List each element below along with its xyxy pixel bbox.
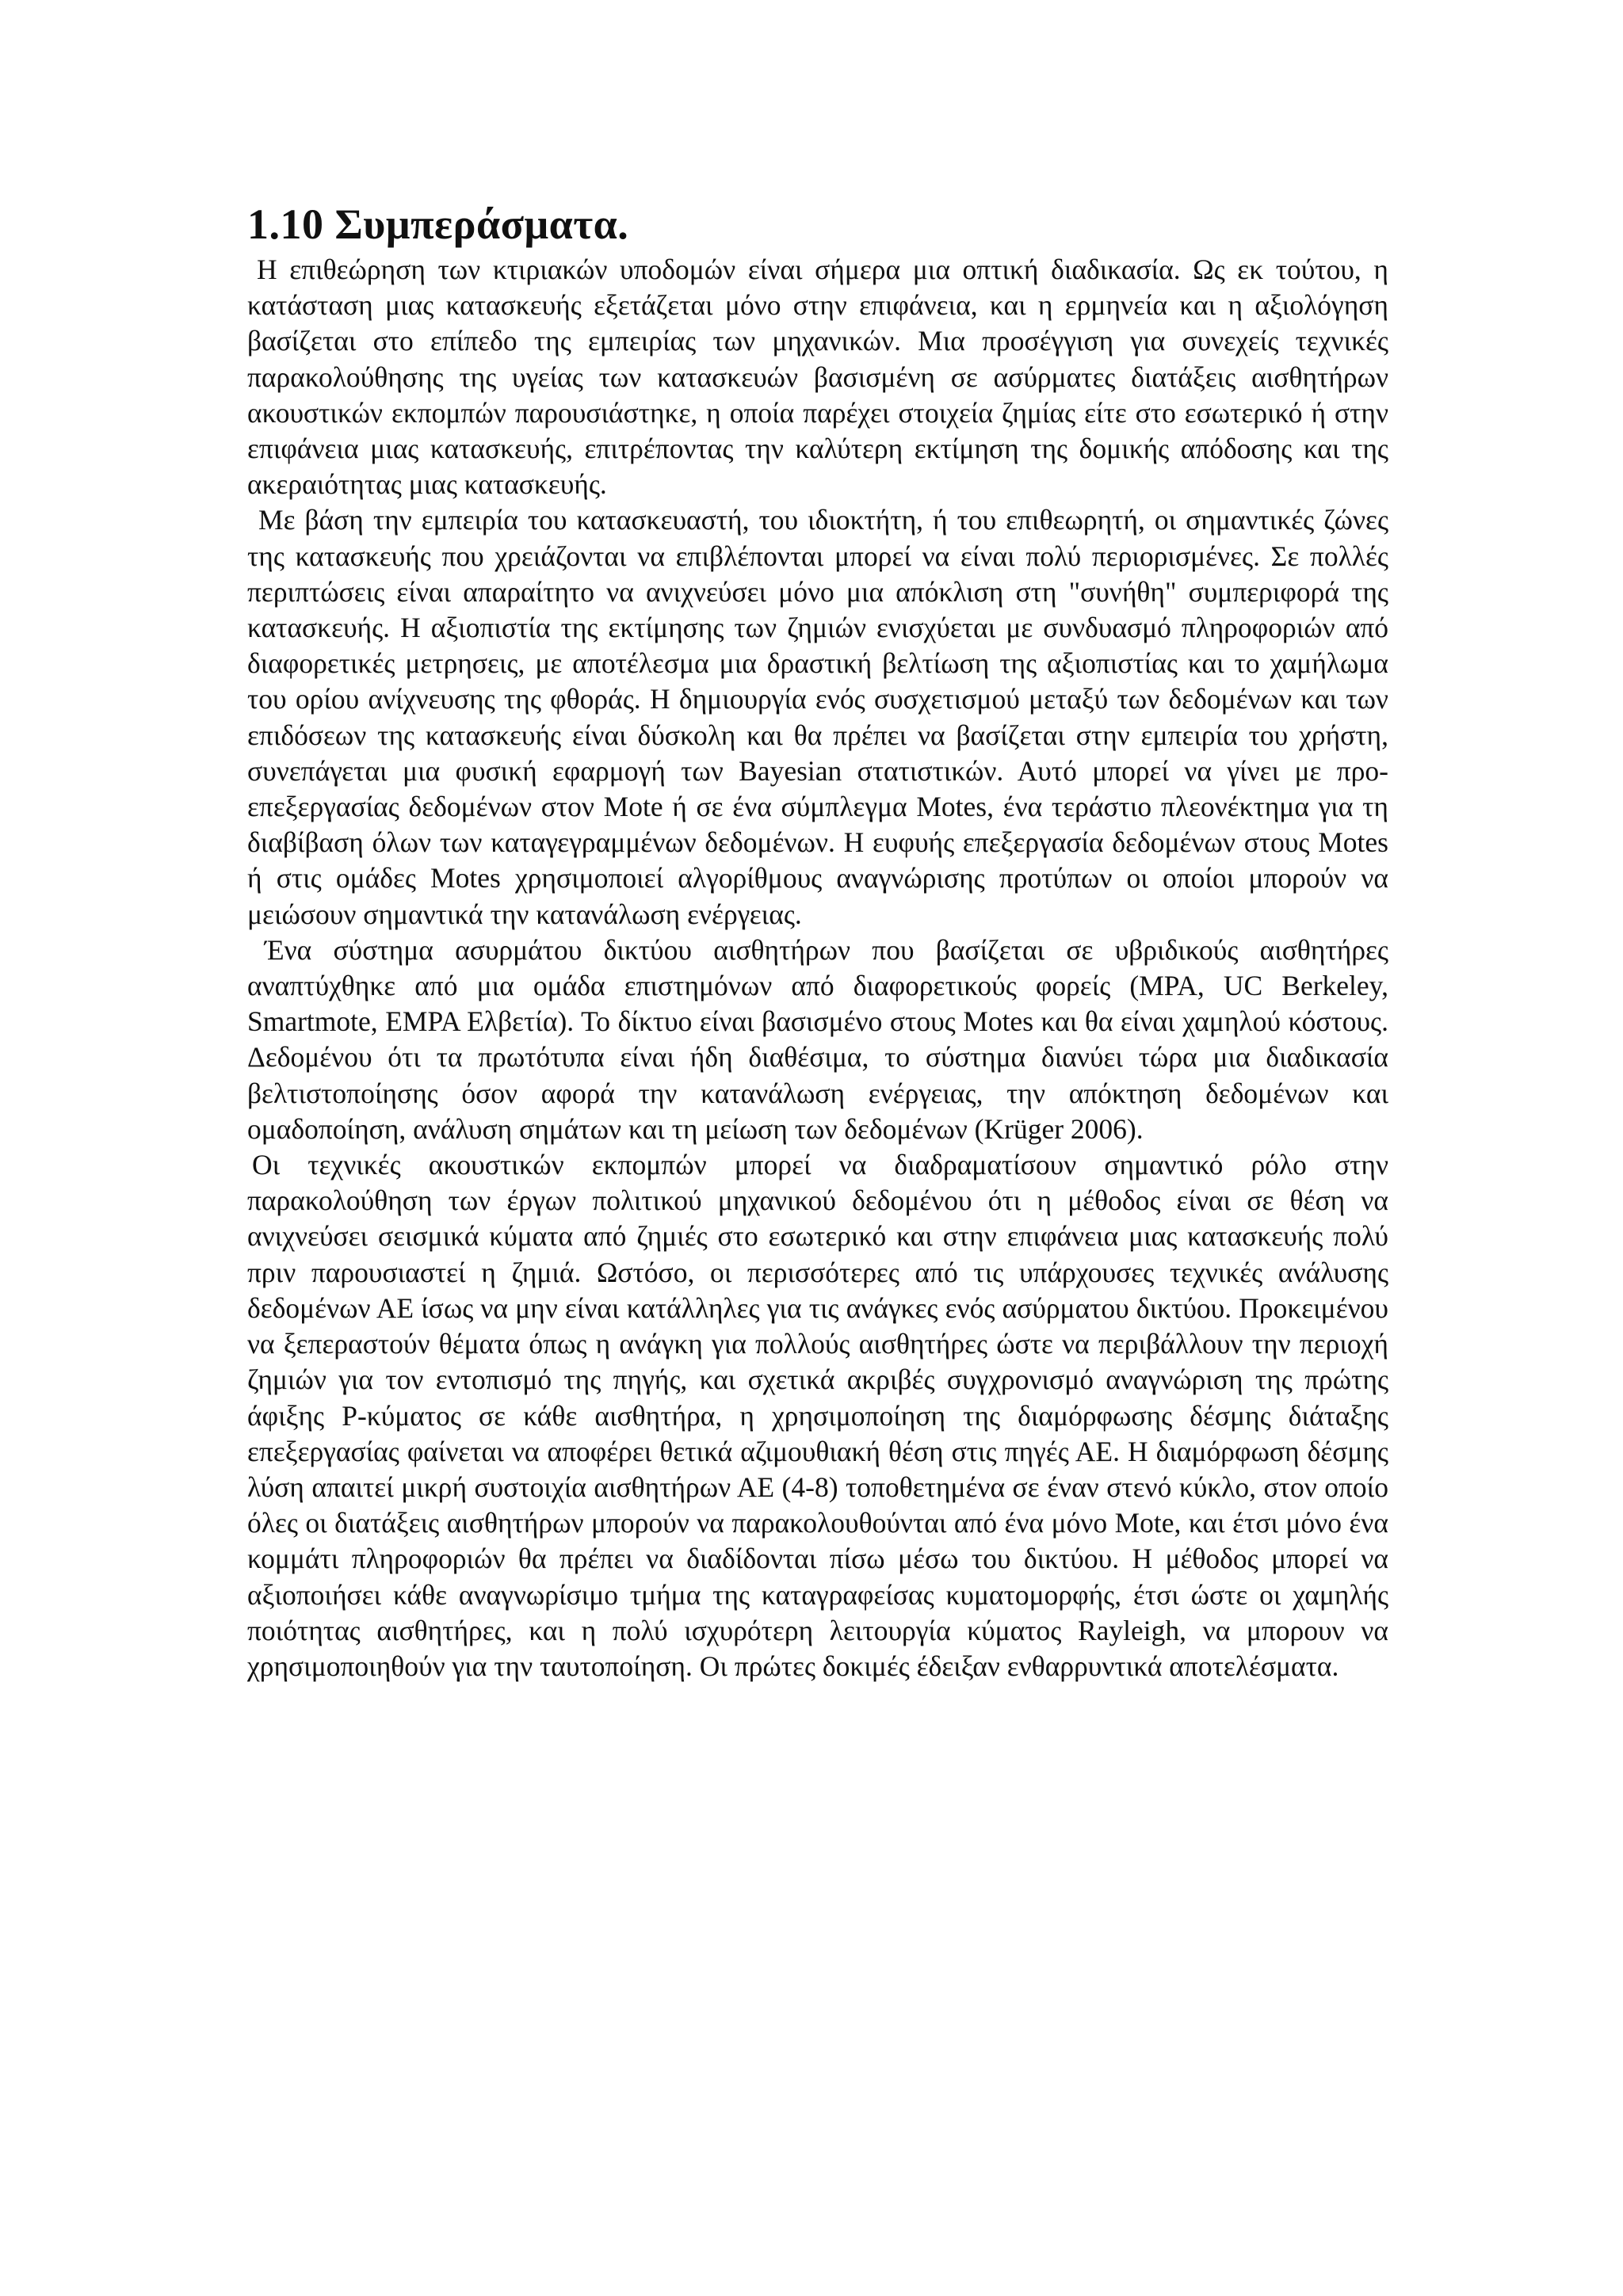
section-heading: 1.10 Συμπεράσματα.: [247, 200, 629, 248]
paragraph-1: Η επιθεώρηση των κτιριακών υποδομών είναι σήμερα μια οπτική διαδικασία. Ως εκ τούτου, η κατάσταση μιας κατασκευής εξετάζεται μόνο στην επιφάνεια, και η ερμηνεία και η αξιολόγηση βασίζεται στο επίπεδο της εμπειρίας των μηχανικών. Μια προσέγγιση για συνεχείς τεχνικές παρακολούθησης της υγείας των κατασκευών βασισμένη σε ασύρματες διατάξεις αισθητήρων ακουστικών εκπομπών παρουσιάστηκε, η οποία παρέχει στοιχεία ζημίας είτε στο εσωτερικό ή στην επιφάνεια μιας κατασκευής, επιτρέποντας την καλύτερη εκτίμηση της δομικής απόδοσης και της ακεραιότητας μιας κατασκευής.: [247, 254, 1388, 501]
paragraph-3: Ένα σύστημα ασυρμάτου δικτύου αισθητήρων που βασίζεται σε υβριδικούς αισθητήρες αναπτύχθηκε από μια ομάδα επιστημόνων από διαφορετικούς φορείς (MPA, UC Berkeley, Smartmote, EMPA Ελβετία). Το δίκτυο είναι βασισμένο στους Motes και θα είναι χαμηλού κόστους. Δεδομένου ότι τα πρωτότυπα είναι ήδη διαθέσιμα, το σύστημα διανύει τώρα μια διαδικασία βελτιστοποίησης όσον αφορά την κατανάλωση ενέργειας, την απόκτηση δεδομένων και ομαδοποίηση, ανάλυση σημάτων και τη μείωση των δεδομένων (Krüger 2006).: [247, 933, 1388, 1145]
paragraph-2: Με βάση την εμπειρία του κατασκευαστή, του ιδιοκτήτη, ή του επιθεωρητή, οι σημαντικές ζώνες της κατασκευής που χρειάζονται να επιβλέπονται μπορεί να είναι πολύ περιορισμένες. Σε πολλές περιπτώσεις είναι απαραίτητο να ανιχνεύσει μόνο μια απόκλιση στη "συνήθη" συμπεριφορά της κατασκευής. Η αξιοπιστία της εκτίμησης των ζημιών ενισχύεται με συνδυασμό πληροφοριών από διαφορετικές μετρησεις, με αποτέλεσμα μια δραστική βελτίωση της αξιοπιστίας και το χαμήλωμα του ορίου ανίχνευσης της φθοράς. Η δημιουργία ενός συσχετισμού μεταξύ των δεδομένων και των επιδόσεων της κατασκευής είναι δύσκολη και θα πρέπει να βασίζεται στην εμπειρία του χρήστη, συνεπάγεται μια φυσική εφαρμογή των Bayesian στατιστικών. Αυτό μπορεί να γίνει με προ-επεξεργασίας δεδομένων στον Mote ή σε ένα σύμπλεγμα Motes, ένα τεράστιο πλεονέκτημα για τη διαβίβαση όλων των καταγεγραμμένων δεδομένων. Η ευφυής επεξεργασία δεδομένων στους Motes ή στις ομάδες Motes χρησιμοποιεί αλγορίθμους αναγνώρισης προτύπων οι οποίοι μπορούν να μειώσουν σημαντικά την κατανάλωση ενέργειας.: [247, 504, 1388, 930]
document-page: [247, 198, 1388, 1684]
paragraph-4: Οι τεχνικές ακουστικών εκπομπών μπορεί να διαδραματίσουν σημαντικό ρόλο στην παρακολούθηση των έργων πολιτικού μηχανικού δεδομένου ότι η μέθοδος είναι σε θέση να ανιχνεύσει σεισμικά κύματα από ζημιές στο εσωτερικό και στην επιφάνεια μιας κατασκευής πολύ πριν παρουσιαστεί η ζημιά. Ωστόσο, οι περισσότερες από τις υπάρχουσες τεχνικές ανάλυσης δεδομένων ΑΕ ίσως να μην είναι κατάλληλες για τις ανάγκες ενός ασύρματου δικτύου. Προκειμένου να ξεπεραστούν θέματα όπως η ανάγκη για πολλούς αισθητήρες ώστε να περιβάλλουν την περιοχή ζημιών για τον εντοπισμό της πηγής, και σχετικά ακριβές συγχρονισμό αναγνώριση της πρώτης άφιξης P-κύματος σε κάθε αισθητήρα, η χρησιμοποίηση της διαμόρφωσης δέσμης διάταξης επεξεργασίας φαίνεται να αποφέρει θετικά αζιμουθιακή θέση στις πηγές ΑΕ. Η διαμόρφωση δέσμης λύση απαιτεί μικρή συστοιχία αισθητήρων ΑΕ (4-8) τοποθετημένα σε έναν στενό κύκλο, στον οποίο όλες οι διατάξεις αισθητήρων μπορούν να παρακολουθούνται από ένα μόνο Mote, και έτσι μόνο ένα κομμάτι πληροφοριών θα πρέπει να διαδίδονται πίσω μέσω του δικτύου. Η μέθοδος μπορεί να αξιοποιήσει κάθε αναγνωρίσιμο τμήμα της καταγραφείσας κυματομορφής, έτσι ώστε οι χαμηλής ποιότητας αισθητήρες, και η πολύ ισχυρότερη λειτουργία κύματος Rayleigh, να μπορουν να χρησιμοποιηθούν για την ταυτοποίηση. Οι πρώτες δοκιμές έδειξαν ενθαρρυντικά αποτελέσματα.: [247, 1149, 1388, 1682]
